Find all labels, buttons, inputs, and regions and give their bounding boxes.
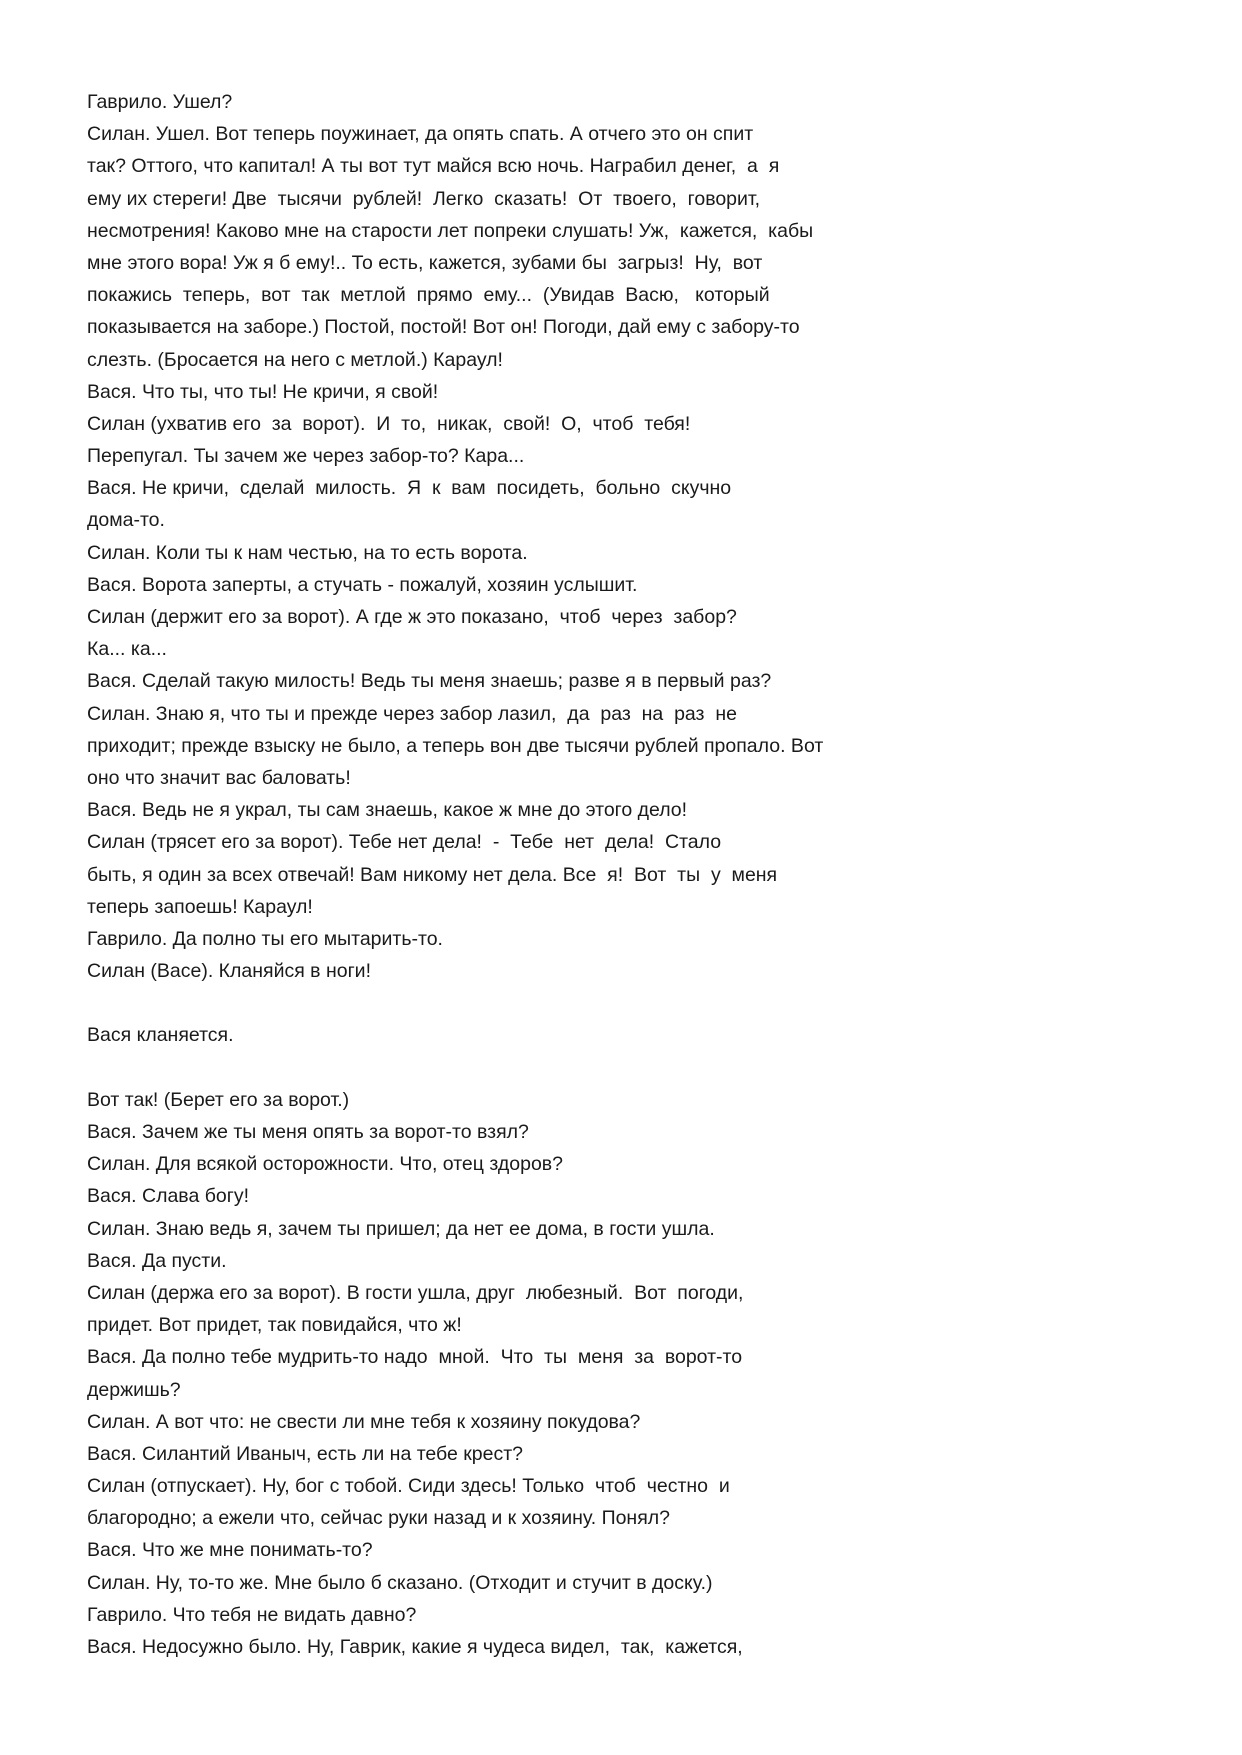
play-text xyxy=(87,86,1087,1663)
text-line: держишь? xyxy=(87,1378,181,1401)
text-line: оно что значит вас баловать! xyxy=(87,766,351,789)
text-line: Вася кланяется. xyxy=(87,1024,234,1047)
text-line: Гаврило. Ушел? xyxy=(87,91,233,113)
text-line: Силан (трясет его за ворот). Тебе нет дела! - Тебе нет дела! Стало xyxy=(87,831,722,854)
text-line: дома-то. xyxy=(87,509,165,532)
text-line: Вот так! (Берет его за ворот.) xyxy=(87,1088,350,1111)
text-line: Вася. Недосужно было. Ну, Гаврик, какие я чудеса видел, так, кажется, xyxy=(87,1636,743,1658)
text-line: Вася. Слава богу! xyxy=(87,1185,249,1208)
text-line: Вася. Зачем же ты меня опять за ворот-то взял? xyxy=(87,1121,529,1143)
text-line: Силан (держа его за ворот). В гости ушла, друг любезный. Вот погоди, xyxy=(87,1281,744,1304)
text-line: ему их стереги! Две тысячи рублей! Легко сказать! От твоего, говорит, xyxy=(87,187,761,210)
text-line: приходит; прежде взыску не было, а теперь вон две тысячи рублей пропало. Вот xyxy=(87,734,824,757)
text-line: теперь запоешь! Караул! xyxy=(87,895,313,918)
text-line: Вася. Да полно тебе мудрить-то надо мной. Что ты меня за ворот-то xyxy=(87,1346,743,1369)
text-line: Вася. Сделай такую милость! Ведь ты меня знаешь; разве я в первый раз? xyxy=(87,670,772,693)
text-line: Силан (ухватив его за ворот). И то, никак, свой! О, чтоб тебя! xyxy=(87,412,691,435)
text-line: Перепугал. Ты зачем же через забор-то? Кара... xyxy=(87,445,525,468)
text-line: Силан (держит его за ворот). А где ж это показано, чтоб через забор? xyxy=(87,606,737,628)
text-line: Силан (Васе). Кланяйся в ноги! xyxy=(87,960,371,983)
text-line: Гаврило. Что тебя не видать давно? xyxy=(87,1603,417,1626)
text-line: Вася. Силантий Иваныч, есть ли на тебе крест? xyxy=(87,1442,523,1465)
text-line: Силан. А вот что: не свести ли мне тебя к хозяину покудова? xyxy=(87,1410,641,1433)
text-line: придет. Вот придет, так повидайся, что ж! xyxy=(87,1314,462,1337)
text-line: Ка... ка... xyxy=(87,638,167,661)
blank-line xyxy=(87,1052,1087,1084)
text-line: благородно; а ежели что, сейчас руки назад и к хозяину. Понял? xyxy=(87,1507,670,1530)
blank-line xyxy=(87,987,1087,1019)
text-line: Вася. Не кричи, сделай милость. Я к вам посидеть, больно скучно xyxy=(87,477,732,500)
text-line: несмотрения! Каково мне на старости лет попреки слушать! Уж, кажется, кабы xyxy=(87,219,814,242)
text-line: покажись теперь, вот так метлой прямо ему... (Увидав Васю, который xyxy=(87,284,770,307)
text-line: Вася. Ведь не я украл, ты сам знаешь, какое ж мне до этого дело! xyxy=(87,799,688,822)
text-line: Силан. Для всякой осторожности. Что, отец здоров? xyxy=(87,1153,563,1176)
text-line: Силан. Ну, то-то же. Мне было б сказано. (Отходит и стучит в доску.) xyxy=(87,1571,713,1594)
text-line: Силан. Коли ты к нам честью, на то есть ворота. xyxy=(87,541,528,564)
text-line: быть, я один за всех отвечай! Вам никому нет дела. Все я! Вот ты у меня xyxy=(87,863,778,886)
text-line: мне этого вора! Уж я б ему!.. То есть, кажется, зубами бы загрыз! Ну, вот xyxy=(87,251,763,274)
text-line: Силан (отпускает). Ну, бог с тобой. Сиди здесь! Только чтоб честно и xyxy=(87,1475,730,1498)
text-line: Вася. Что ты, что ты! Не кричи, я свой! xyxy=(87,380,439,403)
text-line: Вася. Ворота заперты, а стучать - пожалуй, хозяин услышит. xyxy=(87,573,638,596)
text-line: Силан. Знаю ведь я, зачем ты пришел; да нет ее дома, в гости ушла. xyxy=(87,1217,715,1240)
text-line: слезть. (Бросается на него с метлой.) Караул! xyxy=(87,348,503,371)
text-line: показывается на заборе.) Постой, постой! Вот он! Погоди, дай ему с забору-то xyxy=(87,316,800,339)
text-line: Силан. Знаю я, что ты и прежде через забор лазил, да раз на раз не xyxy=(87,702,737,725)
text-line: Вася. Что же мне понимать-то? xyxy=(87,1539,373,1562)
text-line: Силан. Ушел. Вот теперь поужинает, да опять спать. А отчего это он спит xyxy=(87,123,754,146)
text-line: так? Оттого, что капитал! А ты вот тут майся всю ночь. Награбил денег, а я xyxy=(87,155,780,178)
text-line: Вася. Да пусти. xyxy=(87,1249,227,1272)
text-line: Гаврило. Да полно ты его мытарить-то. xyxy=(87,927,443,950)
